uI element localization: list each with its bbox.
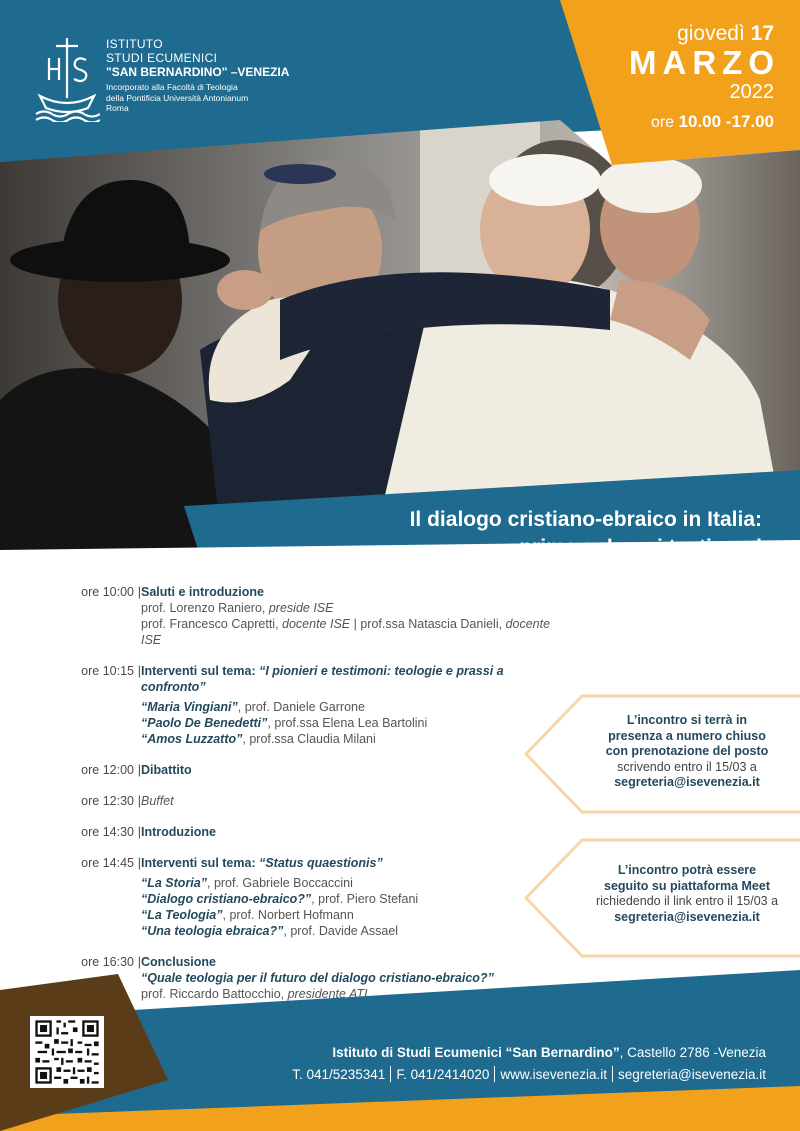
talk-speaker: , prof.ssa Elena Lea Bartolini <box>267 716 428 730</box>
program-time: ore 10:00 | <box>0 584 134 600</box>
talk-line <box>141 907 560 923</box>
speaker-name: prof.ssa Natascia Danieli, <box>360 617 506 631</box>
talk-speaker: , prof.ssa Claudia Milani <box>242 732 376 746</box>
footer-contact-line <box>292 1064 766 1086</box>
title-line-2: prima e dopo i testimoni <box>519 536 762 559</box>
program-item-introduction <box>0 824 560 840</box>
hours-prefix: ore <box>650 114 675 131</box>
separator: | <box>350 617 361 631</box>
separator <box>494 1066 495 1082</box>
program-item-status <box>0 855 560 939</box>
talk-line <box>141 891 560 907</box>
program-speaker-line <box>141 600 560 616</box>
separator <box>612 1066 613 1082</box>
talk-title: “Dialogo cristiano-ebraico?” <box>141 892 312 906</box>
info-email[interactable]: segreteria@isevenezia.it <box>614 775 760 789</box>
talk-speaker: , prof. Davide Assael <box>283 924 399 938</box>
program-heading: Introduzione <box>141 825 216 839</box>
info-line: scrivendo entro il 15/03 a <box>617 759 757 774</box>
talk-line <box>141 715 560 731</box>
speaker-role: docente ISE <box>282 617 351 631</box>
info-box-text <box>582 863 792 925</box>
institute-line-2: STUDI ECUMENICI <box>106 51 218 65</box>
weekday: giovedì <box>677 22 745 45</box>
program-time: ore 14:30 | <box>0 824 134 840</box>
info-line: L’incontro potrà essere <box>617 863 757 877</box>
talk-title: “Maria Vingiani” <box>141 700 238 714</box>
talk-line <box>141 731 560 747</box>
affiliation-line-1: Incorporato alla Facoltà di Teologia <box>106 82 238 92</box>
speaker-role: docente ISE <box>141 617 551 647</box>
program-time: ore 16:30 | <box>0 954 134 970</box>
info-line: richiedendo il link entro il 15/03 a <box>595 894 779 908</box>
institute-name <box>106 37 289 114</box>
talk-speaker: , prof. Piero Stefani <box>311 892 419 906</box>
day-number: 17 <box>750 22 774 45</box>
heading-text: Interventi sul tema: <box>141 664 260 678</box>
program-heading <box>141 855 560 871</box>
footer-website-link[interactable]: www.isevenezia.it <box>500 1067 607 1082</box>
talk-speaker: , prof. Norbert Hofmann <box>222 908 354 922</box>
footer-phone[interactable]: T. 041/5235341 <box>292 1067 386 1082</box>
title-line-1: Il dialogo cristiano-ebraico in Italia: <box>409 508 762 531</box>
speaker-role: preside ISE <box>268 601 334 615</box>
info-line: L’incontro si terrà in <box>626 713 748 727</box>
talk-title: “Quale teologia per il futuro del dialogo cristiano-ebraico?” <box>141 971 494 985</box>
institute-line-1: ISTITUTO <box>106 37 163 51</box>
heading-theme: “Status quaestionis” <box>259 856 383 870</box>
talk-line <box>141 923 560 939</box>
affiliation-line-2: della Pontificia Università Antonianum <box>106 92 249 103</box>
heading-theme: “I pionieri e testimoni: teologie e prassi a confronto” <box>141 664 504 694</box>
institute-affiliation <box>106 82 289 114</box>
talk-speaker: , prof. Gabriele Boccaccini <box>207 876 353 890</box>
program-item-welcome <box>0 584 560 648</box>
program-heading: Buffet <box>141 794 174 808</box>
speaker-role: presidente ATI <box>287 987 368 1001</box>
talk-speaker: , prof. Daniele Garrone <box>237 700 365 714</box>
program-time: ore 10:15 | <box>0 663 134 679</box>
info-box-text <box>582 713 792 791</box>
footer-contacts <box>292 1042 766 1086</box>
year: 2022 <box>729 81 774 103</box>
footer-address-line <box>292 1042 766 1064</box>
program-heading: Saluti e introduzione <box>141 585 264 599</box>
institute-line-3: "SAN BERNARDINO" –VENEZIA <box>106 65 290 79</box>
date-day-line <box>629 22 774 46</box>
info-box-in-person <box>522 694 800 814</box>
footer-fax: F. 041/2414020 <box>396 1067 490 1082</box>
program-time: ore 12:00 | <box>0 762 134 778</box>
hours-range: 10.00 -17.00 <box>678 112 774 131</box>
month: MARZO <box>629 44 780 81</box>
program-heading <box>141 663 560 695</box>
separator <box>390 1066 391 1082</box>
program-item-debate <box>0 762 560 778</box>
talk-line <box>141 875 560 891</box>
info-line: con prenotazione del posto <box>605 744 769 758</box>
program-time: ore 12:30 | <box>0 793 134 809</box>
speaker-name: prof. Lorenzo Raniero, <box>141 601 269 615</box>
info-line: seguito su piattaforma Meet <box>604 878 770 893</box>
program-heading: Conclusione <box>141 955 217 969</box>
footer-email-link[interactable]: segreteria@isevenezia.it <box>617 1067 766 1082</box>
program-heading: Dibattito <box>141 763 192 777</box>
info-box-online <box>522 838 800 958</box>
event-title <box>410 506 762 562</box>
speaker-name: prof. Francesco Capretti, <box>141 617 283 631</box>
institute-logo <box>34 36 100 122</box>
talk-title: “La Teologia” <box>141 908 223 922</box>
info-email[interactable]: segreteria@isevenezia.it <box>614 909 760 924</box>
speaker-name: prof. Riccardo Battocchio, <box>141 987 288 1001</box>
talk-title: “Amos Luzzatto” <box>141 732 243 746</box>
talk-title: “Una teologia ebraica?” <box>141 924 284 938</box>
qr-code[interactable] <box>30 1016 104 1088</box>
talk-line <box>141 699 560 715</box>
event-date <box>629 22 780 133</box>
footer-institute-name: Istituto di Studi Ecumenici “San Bernardino” <box>332 1045 620 1060</box>
footer-address: , Castello 2786 -Venezia <box>619 1045 766 1060</box>
info-line: presenza a numero chiuso <box>608 728 766 743</box>
program-time: ore 14:45 | <box>0 855 134 871</box>
talk-title: “La Storia” <box>141 876 207 890</box>
heading-text: Interventi sul tema: <box>141 856 260 870</box>
program-item-pioneers <box>0 663 560 747</box>
affiliation-line-3: Roma <box>106 103 129 113</box>
program <box>0 584 560 1017</box>
program-item-buffet <box>0 793 560 809</box>
program-speaker-line <box>141 616 560 648</box>
talk-title: “Paolo De Benedetti” <box>141 716 268 730</box>
